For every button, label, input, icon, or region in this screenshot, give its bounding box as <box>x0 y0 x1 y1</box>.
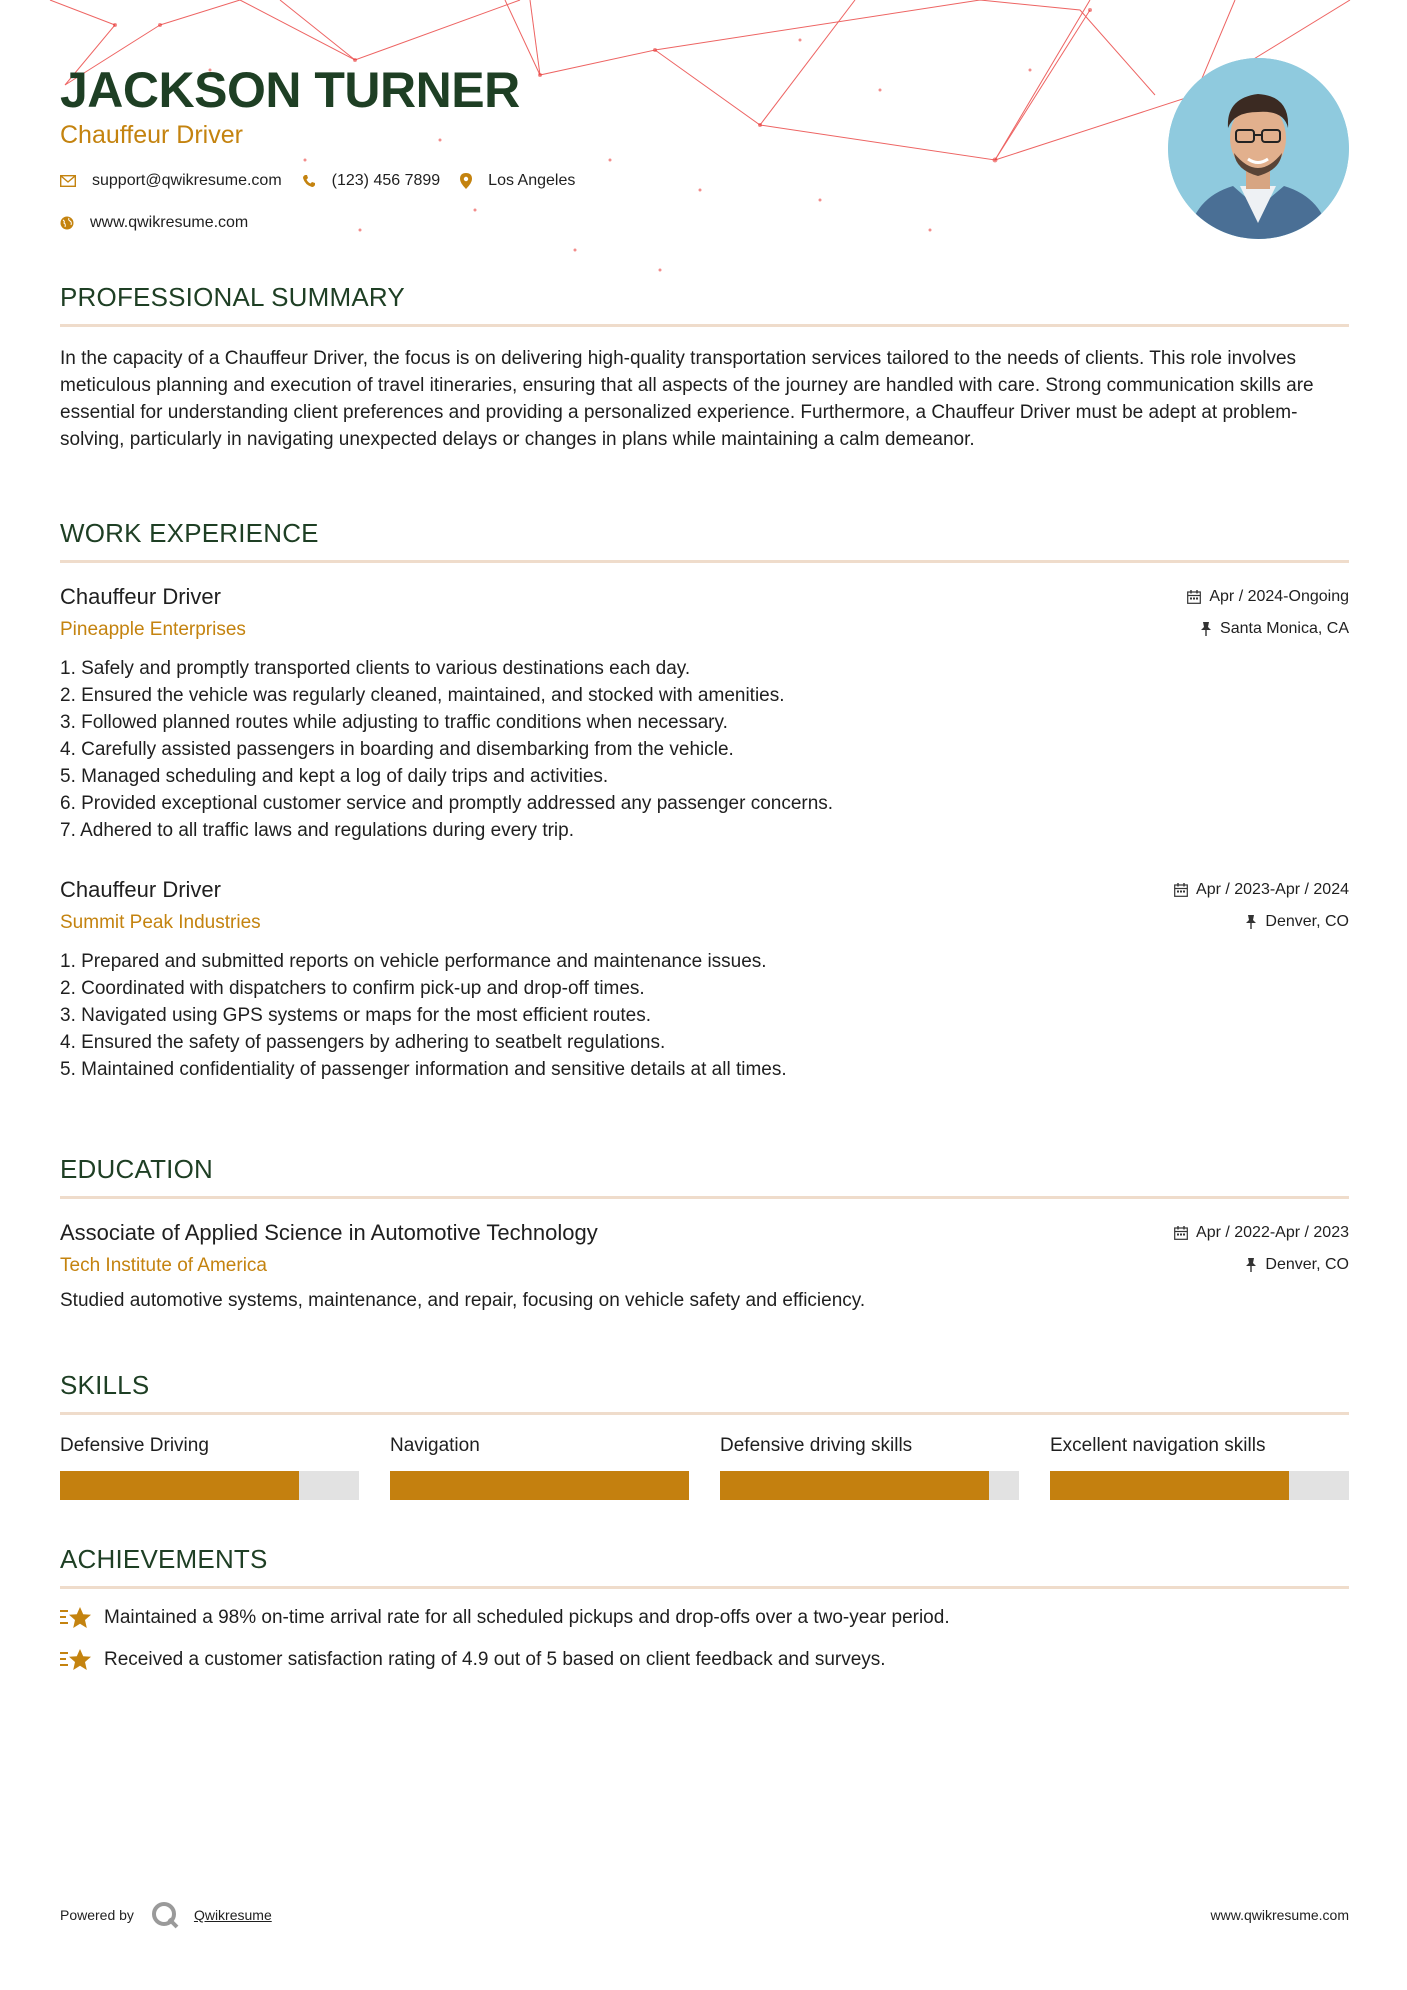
section-divider <box>60 1196 1349 1199</box>
star-list-icon <box>60 1605 92 1631</box>
envelope-icon <box>60 175 76 187</box>
list-item: 5. Maintained confidentiality of passenger information and sensitive details at all times. <box>60 1059 787 1080</box>
list-item: 3. Navigated using GPS systems or maps for the most efficient routes. <box>60 1005 652 1026</box>
achievement-text: Received a customer satisfaction rating of 4.9 out of 5 based on client feedback and surveys. <box>104 1649 886 1670</box>
skill-bar-fill <box>1050 1471 1289 1500</box>
map-pin-icon <box>460 173 472 189</box>
skill-bar <box>390 1471 689 1500</box>
phone-item[interactable] <box>302 172 441 190</box>
location-item <box>460 172 575 190</box>
list-item: 3. Followed planned routes while adjusting to traffic conditions when necessary. <box>60 712 728 733</box>
globe-icon <box>60 216 74 230</box>
summary-text: In the capacity of a Chauffeur Driver, the focus is on delivering high-quality transportation services tailored to the needs of clients. This role involves meticulous planning and execution of travel itineraries, ensuring that all aspects of the journey are handled with care. Strong communication skills are essential for understanding client preferences and providing a personalized experience. Furthermore, a Chauffeur Driver must be adept at problem-solving, particularly in navigating unexpected delays or changes in plans while maintaining a calm demeanor. <box>60 348 1314 450</box>
achievement-text: Maintained a 98% on-time arrival rate for all scheduled pickups and drop-offs over a two-year period. <box>104 1607 950 1628</box>
job-meta <box>1187 585 1349 641</box>
education-section <box>60 1154 1349 1314</box>
job-location <box>1187 617 1349 641</box>
list-item: 6. Provided exceptional customer service and promptly addressed any passenger concerns. <box>60 793 834 814</box>
skills-section <box>60 1370 1349 1500</box>
skill-bar <box>60 1471 359 1500</box>
section-divider <box>60 560 1349 563</box>
calendar-icon <box>1187 590 1201 604</box>
summary-heading: PROFESSIONAL SUMMARY <box>60 282 405 312</box>
education-dates-text: Apr / 2022-Apr / 2023 <box>1196 1224 1349 1241</box>
job-entry <box>60 876 1349 1083</box>
pushpin-icon <box>1245 915 1257 929</box>
candidate-name: JACKSON TURNER <box>60 62 520 118</box>
achievement-item <box>60 1647 1349 1673</box>
footer-left <box>60 1900 272 1930</box>
job-title: Chauffeur Driver <box>60 877 221 902</box>
profile-photo <box>1168 58 1349 239</box>
job-title: Chauffeur Driver <box>60 584 221 609</box>
achievement-item <box>60 1605 1349 1631</box>
job-dates-text: Apr / 2024-Ongoing <box>1209 588 1349 605</box>
contact-row <box>60 172 595 190</box>
list-item: 1. Safely and promptly transported clients to various destinations each day. <box>60 658 691 679</box>
degree-title: Associate of Applied Science in Automotive Technology <box>60 1220 598 1245</box>
powered-by-text: Powered by <box>60 1907 134 1923</box>
calendar-icon <box>1174 1226 1188 1240</box>
list-item: 1. Prepared and submitted reports on vehicle performance and maintenance issues. <box>60 951 767 972</box>
email-text: support@qwikresume.com <box>92 172 282 189</box>
experience-heading: WORK EXPERIENCE <box>60 518 319 548</box>
company-name: Pineapple Enterprises <box>60 619 246 640</box>
skill-name: Defensive driving skills <box>720 1435 913 1456</box>
footer-website[interactable]: www.qwikresume.com <box>1210 1907 1349 1923</box>
school-name: Tech Institute of America <box>60 1255 267 1276</box>
pushpin-icon <box>1245 1258 1257 1272</box>
skills-heading: SKILLS <box>60 1370 150 1400</box>
job-location <box>1174 910 1349 934</box>
skill-item <box>390 1433 689 1500</box>
section-divider <box>60 324 1349 327</box>
candidate-role: Chauffeur Driver <box>60 121 243 149</box>
education-description: Studied automotive systems, maintenance, and repair, focusing on vehicle safety and efficiency. <box>60 1290 866 1311</box>
website-row <box>60 214 268 232</box>
skill-item <box>1050 1433 1349 1500</box>
skill-bar-fill <box>720 1471 989 1500</box>
job-dates-text: Apr / 2023-Apr / 2024 <box>1196 881 1349 898</box>
list-item: 5. Managed scheduling and kept a log of daily trips and activities. <box>60 766 609 787</box>
education-location-text: Denver, CO <box>1265 1256 1349 1273</box>
list-item: 7. Adhered to all traffic laws and regulations during every trip. <box>60 820 574 841</box>
job-location-text: Santa Monica, CA <box>1220 620 1349 637</box>
list-item: 4. Ensured the safety of passengers by adhering to seatbelt regulations. <box>60 1032 666 1053</box>
company-name: Summit Peak Industries <box>60 912 261 933</box>
education-heading: EDUCATION <box>60 1154 213 1184</box>
education-meta <box>1174 1221 1349 1277</box>
achievements-section <box>60 1544 1349 1673</box>
skill-bar-fill <box>60 1471 299 1500</box>
list-item: 4. Carefully assisted passengers in boarding and disembarking from the vehicle. <box>60 739 734 760</box>
achievements-heading: ACHIEVEMENTS <box>60 1544 268 1574</box>
qwikresume-link[interactable]: Qwikresume <box>193 1907 272 1923</box>
pushpin-icon <box>1200 622 1212 636</box>
skills-list <box>60 1433 1349 1500</box>
section-divider <box>60 1586 1349 1589</box>
job-entry <box>60 583 1349 844</box>
summary-section <box>60 282 1349 453</box>
job-location-text: Denver, CO <box>1265 913 1349 930</box>
section-divider <box>60 1412 1349 1415</box>
calendar-icon <box>1174 883 1188 897</box>
phone-text: (123) 456 7899 <box>331 172 441 189</box>
skill-bar <box>1050 1471 1349 1500</box>
phone-icon <box>302 174 316 188</box>
website-text: www.qwikresume.com <box>90 214 249 231</box>
skill-name: Excellent navigation skills <box>1050 1435 1266 1456</box>
skill-item <box>720 1433 1019 1500</box>
website-item[interactable] <box>60 214 248 232</box>
footer <box>60 1900 1349 1930</box>
skill-name: Navigation <box>390 1435 480 1456</box>
skill-bar <box>720 1471 1019 1500</box>
job-bullets <box>60 948 1349 1083</box>
skill-name: Defensive Driving <box>60 1435 209 1456</box>
star-list-icon <box>60 1647 92 1673</box>
education-dates <box>1174 1221 1349 1245</box>
education-location <box>1174 1253 1349 1277</box>
list-item: 2. Ensured the vehicle was regularly cleaned, maintained, and stocked with amenities. <box>60 685 785 706</box>
job-dates <box>1174 878 1349 902</box>
skill-item <box>60 1433 359 1500</box>
list-item: 2. Coordinated with dispatchers to confirm pick-up and drop-off times. <box>60 978 645 999</box>
email-item[interactable] <box>60 172 282 190</box>
qwikresume-logo-icon <box>150 1900 180 1930</box>
job-meta <box>1174 878 1349 934</box>
experience-section <box>60 518 1349 1083</box>
job-bullets <box>60 655 1349 844</box>
job-dates <box>1187 585 1349 609</box>
location-text: Los Angeles <box>488 172 576 189</box>
education-entry <box>60 1219 1349 1314</box>
skill-bar-fill <box>390 1471 689 1500</box>
